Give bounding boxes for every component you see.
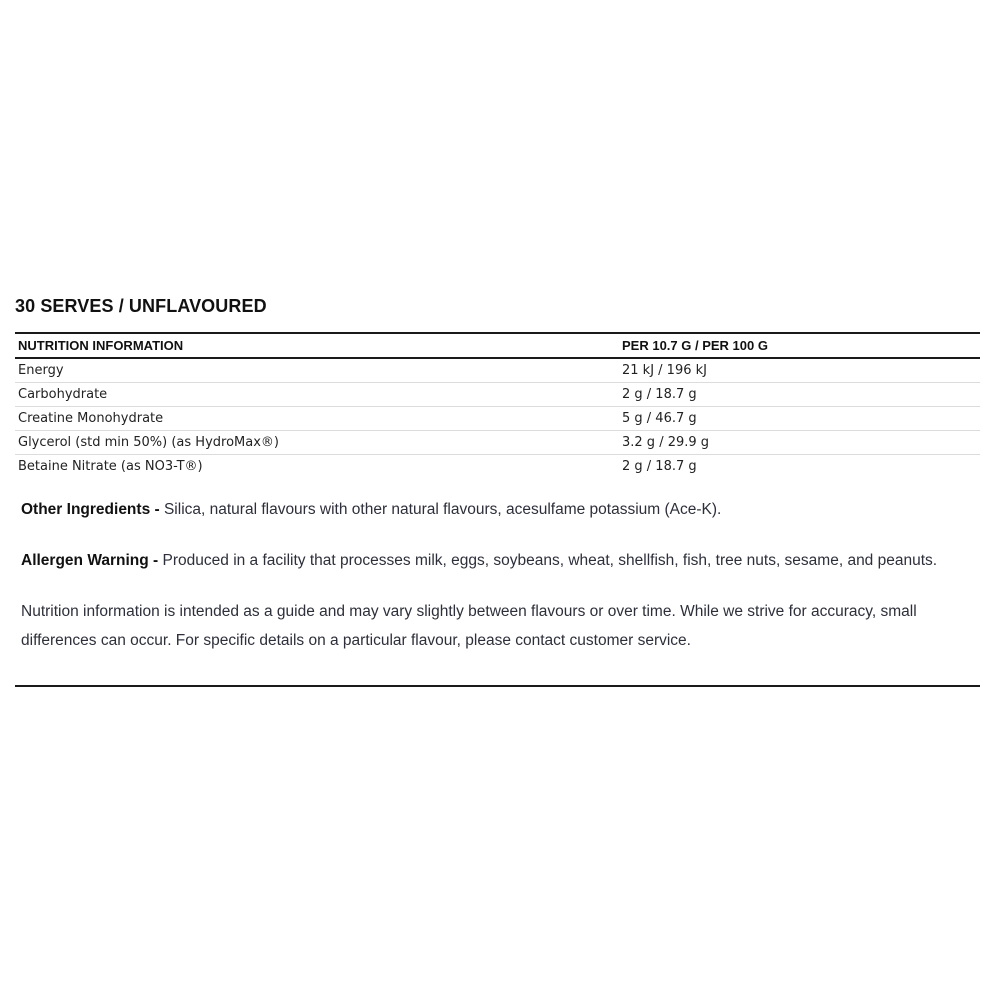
- nutrient-name: Creatine Monohydrate: [15, 407, 619, 431]
- allergen-warning-text: Produced in a facility that processes milk, eggs, soybeans, wheat, shellfish, fish, tree nuts, sesame, and peanuts.: [162, 552, 938, 569]
- column-header-per-serve: PER 10.7 G / PER 100 G: [619, 333, 980, 358]
- allergen-warning-label: Allergen Warning -: [21, 552, 159, 569]
- serves-title: 30 SERVES / UNFLAVOURED: [15, 296, 267, 316]
- bottom-divider: [15, 685, 980, 687]
- disclaimer-note: Nutrition information is intended as a guide and may vary slightly between flavours or over time. While we strive for accuracy, small differences can occur. For specific details on a particular flavour, please contact customer service.: [21, 603, 917, 649]
- allergen-warning-note: [21, 546, 980, 575]
- nutrient-value: 3.2 g / 29.9 g: [619, 431, 980, 455]
- nutrient-value: 2 g / 18.7 g: [619, 383, 980, 407]
- other-ingredients-note: [21, 495, 980, 524]
- nutrient-name: Carbohydrate: [15, 383, 619, 407]
- nutrition-panel: [15, 294, 980, 655]
- nutrient-name: Glycerol (std min 50%) (as HydroMax®): [15, 431, 619, 455]
- table-row: [15, 407, 980, 431]
- nutrient-value: 21 kJ / 196 kJ: [619, 358, 980, 383]
- nutrient-name: Betaine Nitrate (as NO3-T®): [18, 459, 203, 474]
- table-row: [15, 383, 980, 407]
- nutrient-value: 5 g / 46.7 g: [619, 407, 980, 431]
- table-row: [15, 431, 980, 455]
- table-row: [15, 358, 980, 383]
- table-header-row: [15, 333, 980, 358]
- nutrition-table: [15, 332, 980, 478]
- notes-section: [15, 495, 980, 655]
- other-ingredients-text: Silica, natural flavours with other natural flavours, acesulfame potassium (Ace-K).: [163, 501, 722, 518]
- nutrient-name: Energy: [15, 358, 619, 383]
- column-header-nutrition: NUTRITION INFORMATION: [15, 333, 619, 358]
- other-ingredients-label: Other Ingredients -: [21, 501, 160, 518]
- table-row: [15, 455, 980, 479]
- nutrient-value: 2 g / 18.7 g: [622, 459, 697, 474]
